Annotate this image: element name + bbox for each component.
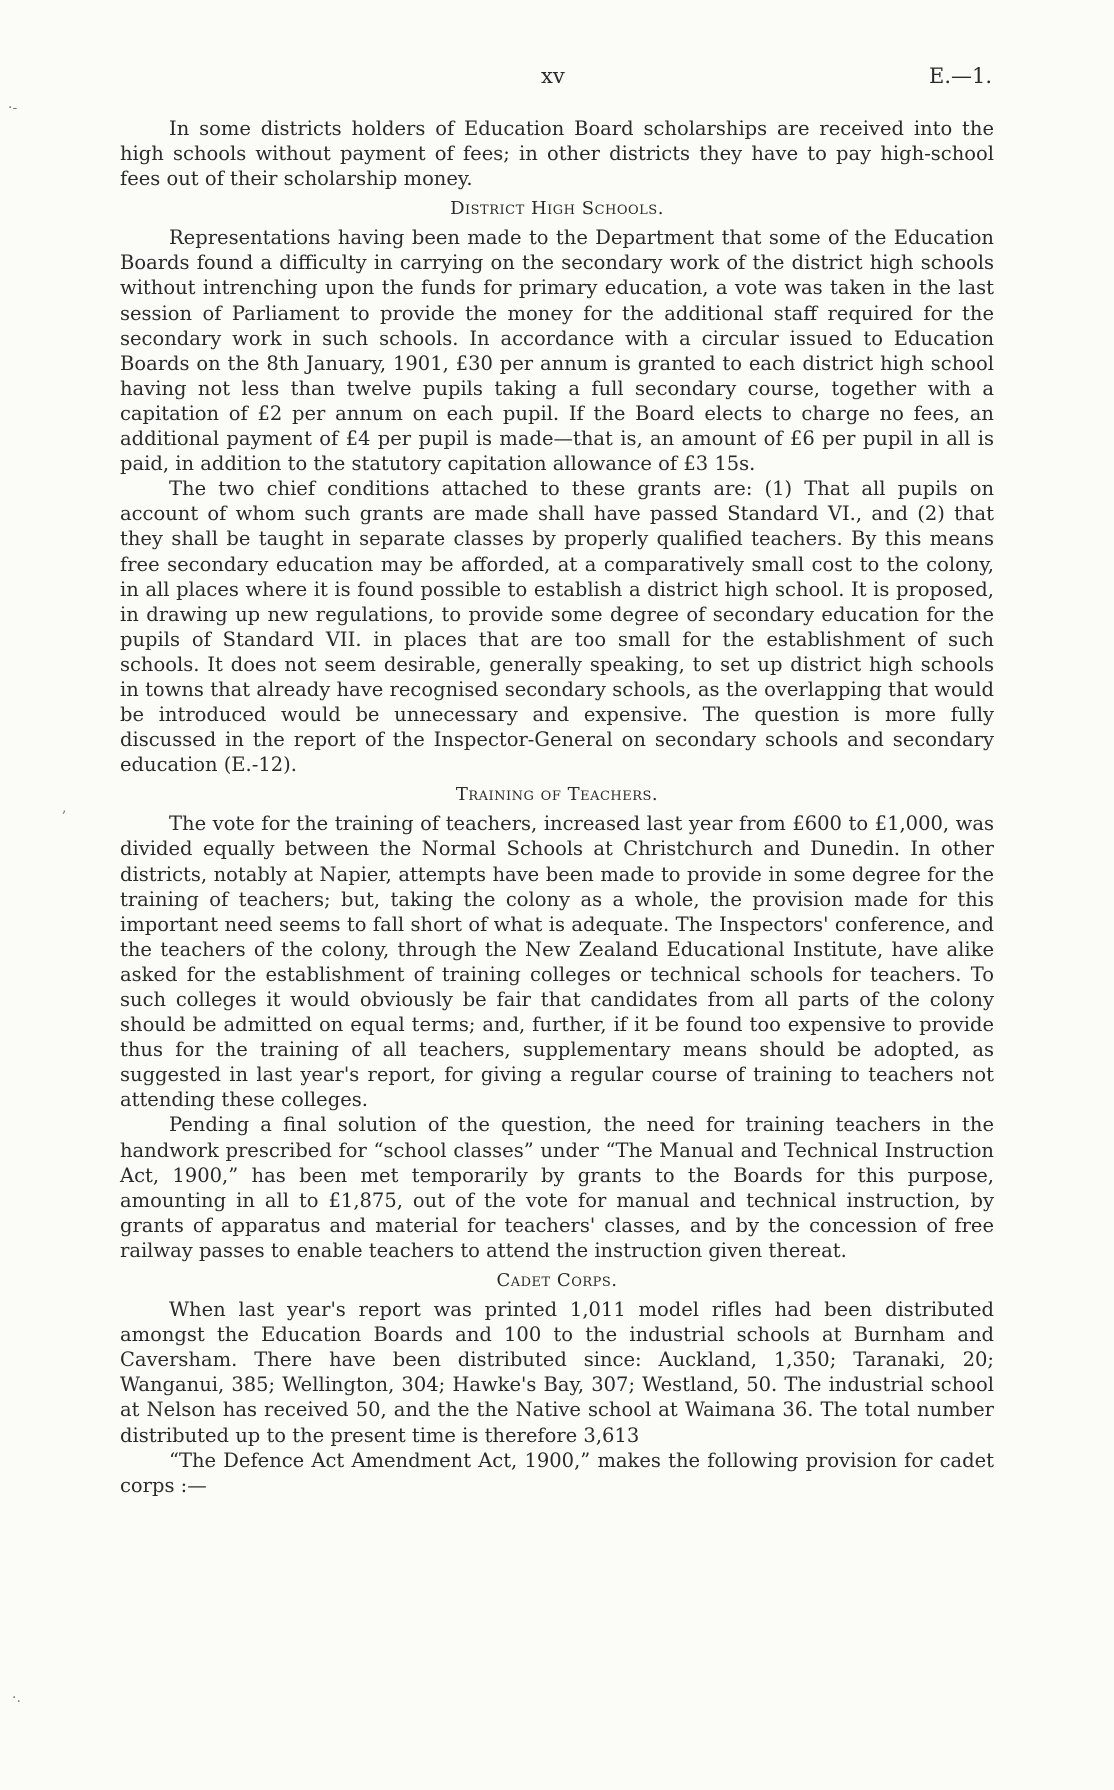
page-header <box>0 64 1114 94</box>
section-heading-cadet-corps: Cadet Corps. <box>496 1270 618 1292</box>
paragraph: The two chief conditions attached to these grants are: (1) That all pupils on account of whom such grants are made shall have passed Standard VI., and (2) that they shall be taught in separate classes by properly qualified teachers. By this means free secondary education may be afforded, at a comparatively small cost to the colony, in all places where it is found possible to establish a district high school. It is proposed, in drawing up new regulations, to provide some degree of secondary education for the pupils of Standard VII. in places that are too small for the establishment of such schools. It does not seem desirable, generally speaking, to set up district high schools in towns that already have recognised secondary schools, as the overlapping that would be introduced would be unnecessary and expensive. The question is more fully discussed in the report of the Inspector-General on secondary schools and secondary education (E.-12). <box>120 477 994 777</box>
page-number: xv <box>541 64 565 88</box>
scan-mark: ·‐ <box>8 100 18 116</box>
section-heading-training-of-teachers: Training of Teachers. <box>455 784 659 806</box>
intro-paragraph: In some districts holders of Education Board scholarships are received into the high schools without payment of fees; in other districts they have to pay high-school fees out of their scholarship money. <box>120 117 994 191</box>
document-body <box>120 116 994 1498</box>
section-heading-district-high-schools: District High Schools. <box>450 198 664 220</box>
paragraph: Pending a final solution of the question, the need for training teachers in the handwork prescribed for “school classes” under “The Manual and Technical Instruction Act, 1900,” has been met temporarily by grants to the Boards for this purpose, amounting in all to £1,875, out of the vote for manual and technical instruction, by grants of apparatus and material for teachers' classes, and by the concession of free railway passes to enable teachers to attend the instruction given thereat. <box>120 1113 994 1262</box>
scan-mark: ·. <box>12 1690 21 1706</box>
paragraph: Representations having been made to the Department that some of the Education Boards found a difficulty in carrying on the secondary work of the district high schools without intrenching upon the funds for primary education, a vote was taken in the last session of Parliament to provide the money for the additional staff required for the secondary work in such schools. In accordance with a circular issued to Education Boards on the 8th January, 1901, £30 per annum is granted to each district high school having not less than twelve pupils taking a full secondary course, together with a capitation of £2 per annum on each pupil. If the Board elects to charge no fees, an additional payment of £4 per pupil is made—that is, an amount of £6 per pupil in all is paid, in addition to the statutory capitation allowance of £3 15s. <box>120 226 994 476</box>
scan-mark: , <box>62 800 67 816</box>
paragraph: “The Defence Act Amendment Act, 1900,” makes the following provision for cadet corps :— <box>120 1448 994 1497</box>
paragraph: The vote for the training of teachers, increased last year from £600 to £1,000, was divided equally between the Normal Schools at Christchurch and Dunedin. In other districts, notably at Napier, attempts have been made to provide in some degree for the training of teachers; but, taking the colony as a whole, the provision made for this important need seems to fall short of what is adequate. The Inspectors' conference, and the teachers of the colony, through the New Zealand Educational Institute, have alike asked for the establishment of training colleges or technical schools for teachers. To such colleges it would obviously be fair that candidates from all parts of the colony should be admitted on equal terms; and, further, if it be found too expensive to provide thus for the training of all teachers, supplementary means should be adopted, as suggested in last year's report, for giving a regular course of training to teachers not attending these colleges. <box>120 812 994 1112</box>
paragraph: When last year's report was printed 1,011 model rifles had been distributed amongst the Education Boards and 100 to the industrial schools at Burnham and Caversham. There have been distributed since: Auckland, 1,350; Taranaki, 20; Wanganui, 385; Wellington, 304; Hawke's Bay, 307; Westland, 50. The industrial school at Nelson has received 50, and the the Native school at Waimana 36. The total number distributed up to the present time is therefore 3,613 <box>120 1298 994 1447</box>
document-reference: E.—1. <box>929 64 993 88</box>
